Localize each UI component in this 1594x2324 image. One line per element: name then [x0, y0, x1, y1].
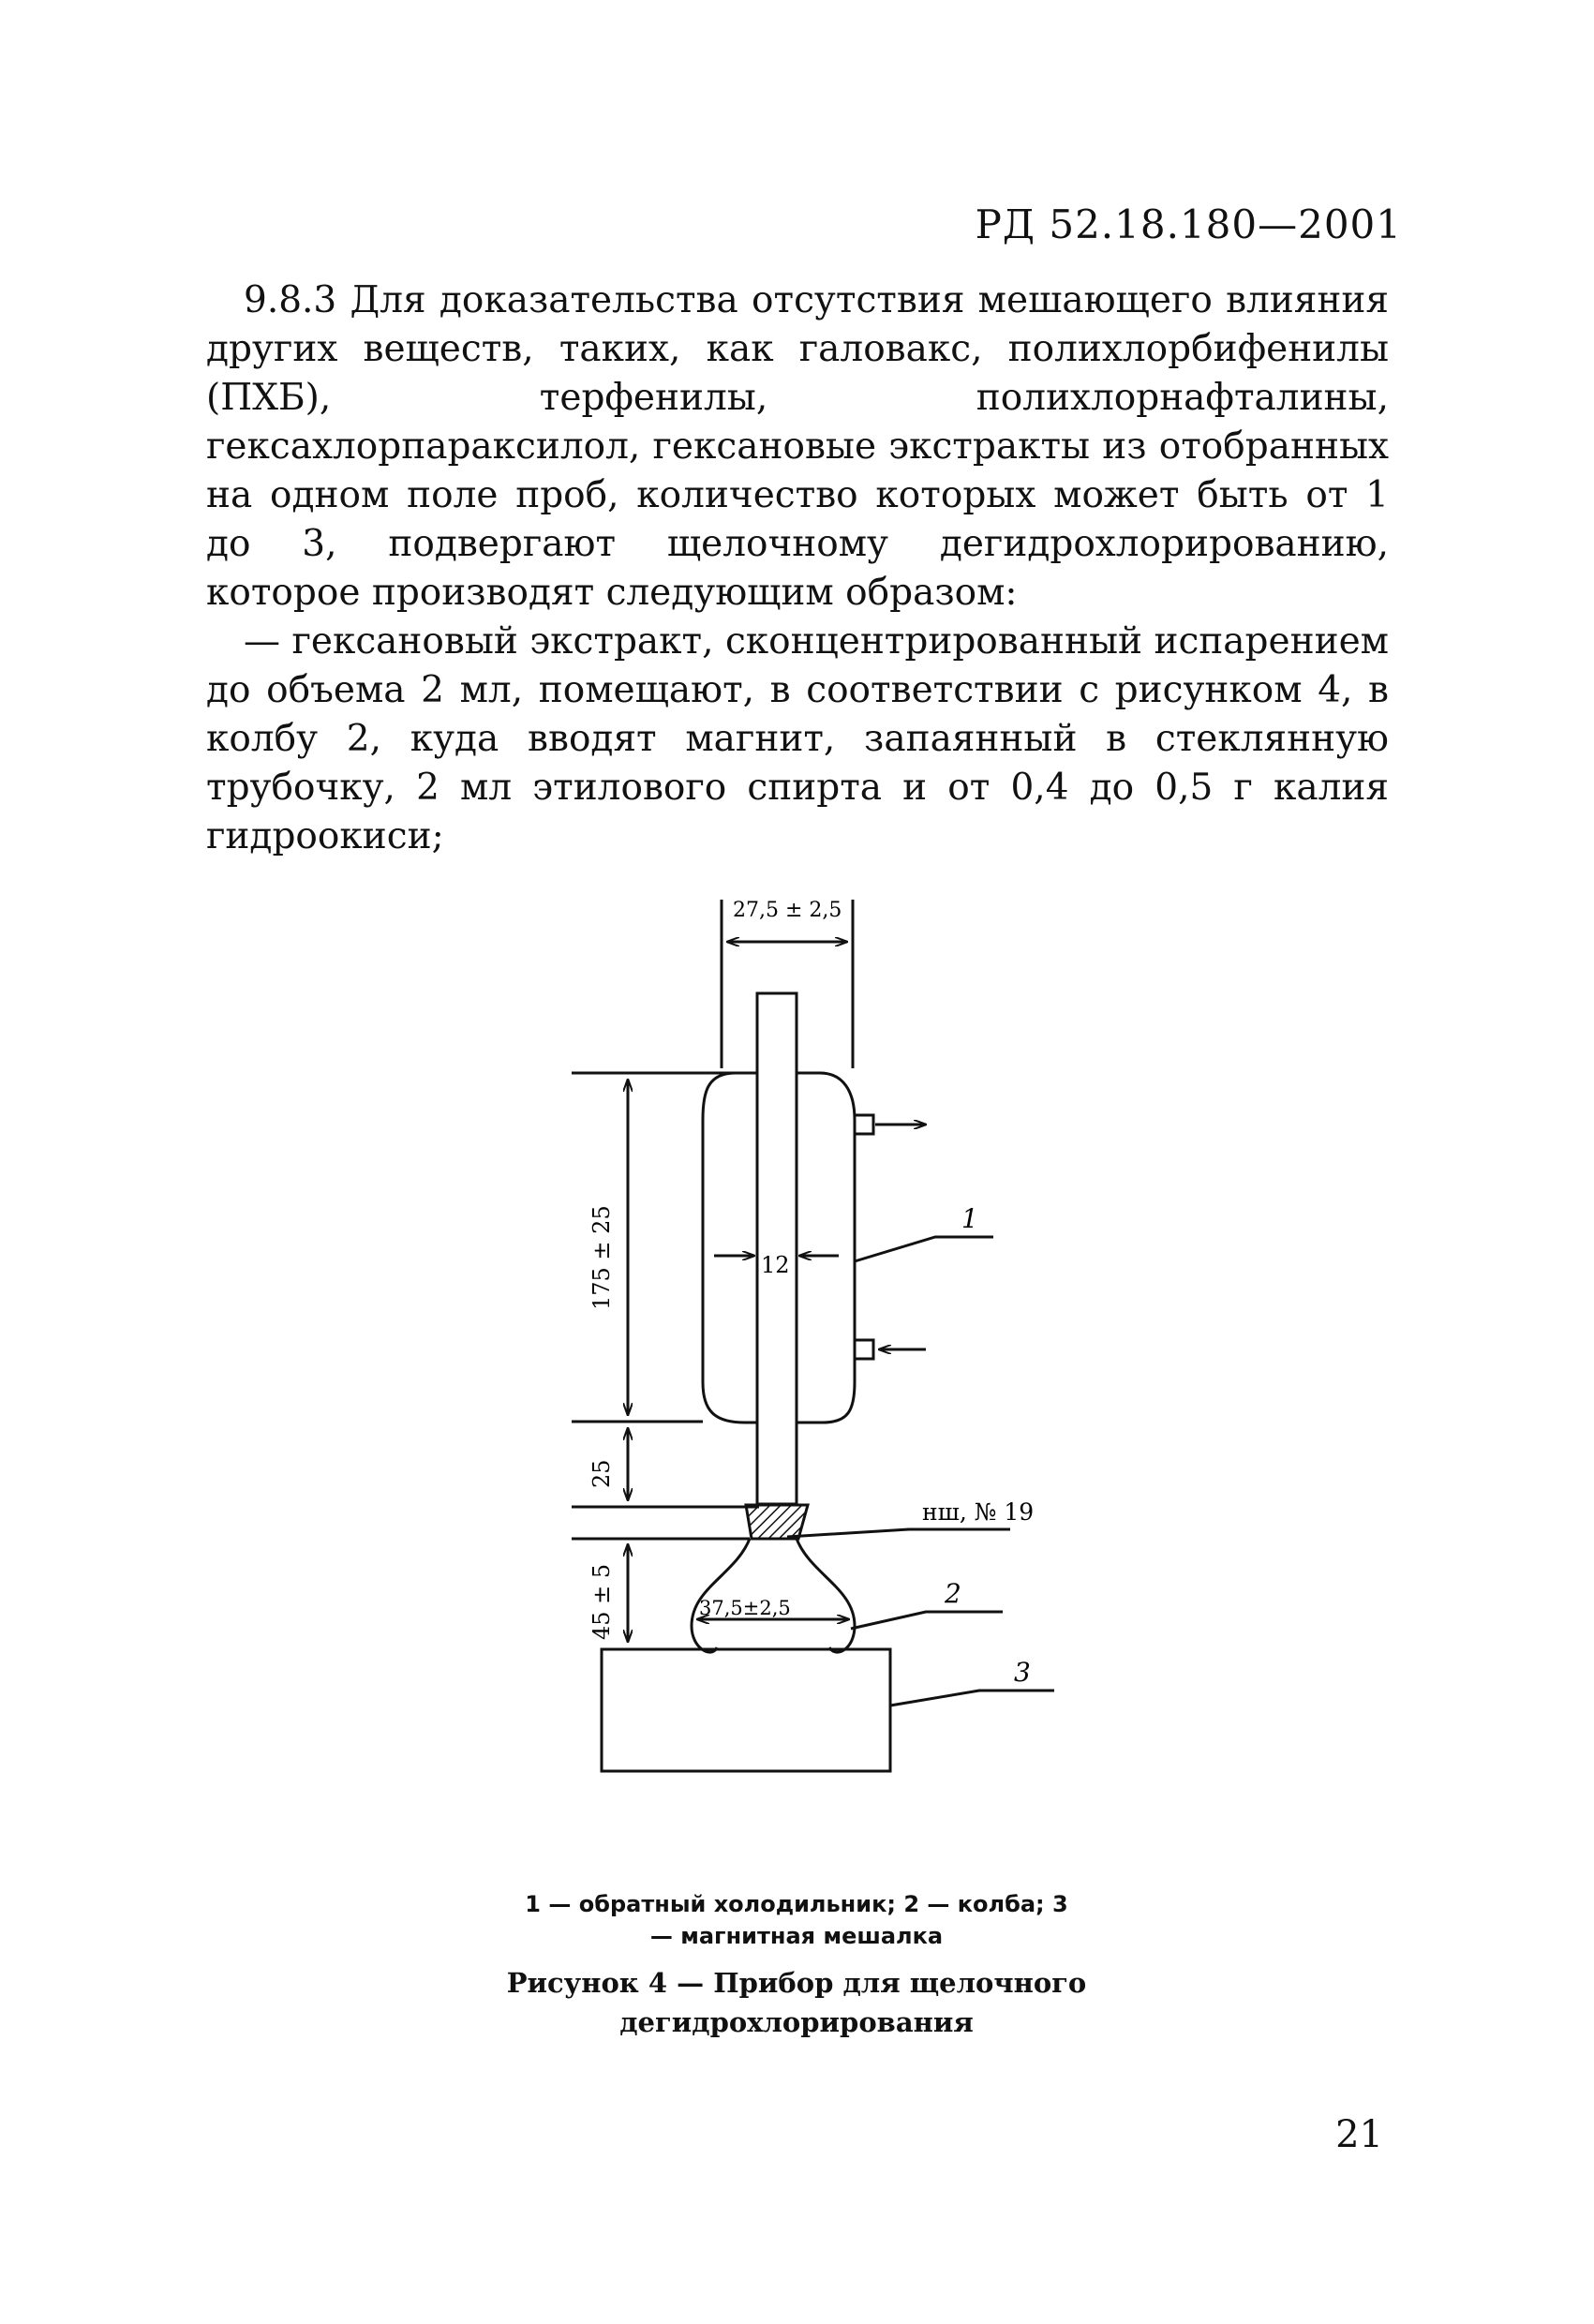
- dim-label-condenser-height: 175 ± 25: [588, 1205, 615, 1310]
- figure-legend: [422, 1888, 1171, 1952]
- dim-label-inner-tube: 12: [761, 1252, 790, 1278]
- dim-label-top-width: 27,5 ± 2,5: [733, 899, 842, 922]
- page-number: 21: [1335, 2113, 1383, 2156]
- legend-line-2: — магнитная мешалка: [649, 1923, 944, 1949]
- dim-label-flask-height: 45 ± 5: [588, 1563, 615, 1640]
- callout-3: 3: [1014, 1657, 1031, 1688]
- callout-1: 1: [961, 1203, 978, 1234]
- apparatus-diagram: [469, 862, 1218, 1874]
- magnetic-stirrer: [602, 1649, 890, 1771]
- dim-label-flask-width: 37,5±2,5: [699, 1597, 791, 1619]
- inner-tube: [757, 993, 797, 1504]
- apparatus-figure: [469, 862, 1218, 1874]
- callout-2: 2: [945, 1578, 961, 1609]
- body-text: [206, 276, 1389, 861]
- caption-line-2: дегидрохлорирования: [619, 2006, 974, 2038]
- caption-line-1: Рисунок 4 — Прибор для щелочного: [506, 1967, 1087, 1999]
- figure-caption: [422, 1963, 1171, 2042]
- paragraph-procedure-step: — гексановый экстракт, сконцентрированный испарением до объема 2 мл, помещают, в соответствии с рисунком 4, в колбу 2, куда вводят магнит, запаянный в стеклянную трубочку, 2 мл этилового спирта и от 0,4 до 0,5 г калия гидроокиси;: [206, 620, 1389, 857]
- flask-outline: [692, 1539, 855, 1652]
- outlet-nozzle: [855, 1115, 873, 1134]
- paragraph-dehydrochlorination-intro: 9.8.3 Для доказательства отсутствия мешающего влияния других веществ, таких, как галовакс, полихлорбифенилы (ПХБ), терфенилы, полихлорнафталины, гексахлорпараксилол, гексановые экстракты из отобранных на одном поле проб, количество которых может быть от 1 до 3, подвергают щелочному дегидрохлорированию, которое производят следующим образом:: [206, 279, 1389, 614]
- inlet-nozzle: [855, 1340, 873, 1359]
- dim-label-gap: 25: [588, 1459, 615, 1488]
- legend-line-1: 1 — обратный холодильник; 2 — колба; 3: [525, 1891, 1068, 1917]
- leader-line-joint: [787, 1529, 1010, 1537]
- ground-joint: [746, 1505, 808, 1539]
- joint-label: нш, № 19: [922, 1498, 1035, 1526]
- leader-line-1: [855, 1237, 993, 1261]
- document-code: РД 52.18.180—2001: [975, 201, 1402, 247]
- leader-line-2: [851, 1612, 1003, 1629]
- leader-line-3: [890, 1691, 1054, 1706]
- condenser-jacket: [703, 1073, 855, 1423]
